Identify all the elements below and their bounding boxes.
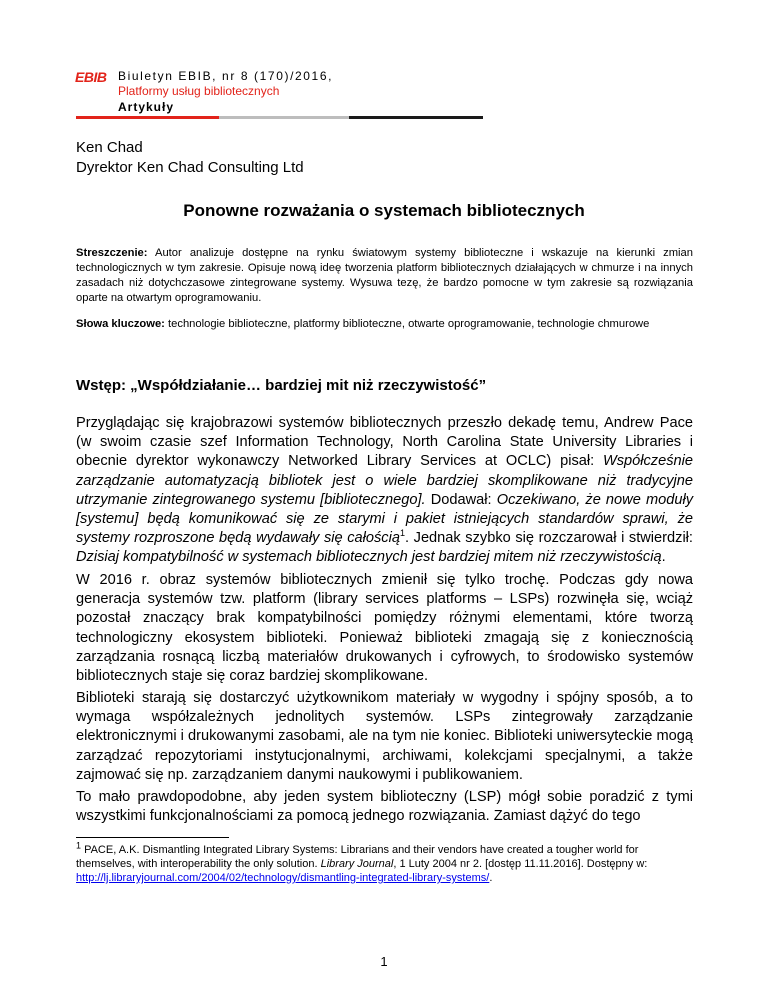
ebib-logo: EBIB	[75, 69, 107, 85]
journal-theme: Platformy usług bibliotecznych	[118, 84, 280, 98]
p1-quote-1: Współcześnie zarządzanie automatyzacją bibliotek jest o wiele bardziej skomplikowane niż tradycyjne utrzymanie zintegrowanego systemu [bibliotecznego].	[76, 453, 693, 508]
section-heading: Wstęp: „Współdziałanie… bardziej mit niż rzeczywistość”	[76, 377, 487, 394]
header-rule-red	[76, 116, 219, 119]
footnote-journal: Library Journal	[320, 858, 394, 870]
abstract-text: Autor analizuje dostępne na rynku światowym systemy biblioteczne i wskazuje na kierunki zmian technologicznych w tym zakresie. Opisuje nową ideę tworzenia platform bibliotecznych działających w chmurze i na innych zasadach niż dotychczasowe zintegrowane systemy. Wysuwa tezę, że bardzo pomocne w tym zakresie są rozwiązania oparte na otwartym oprogramowaniu.	[76, 247, 693, 304]
p1-text: Przyglądając się krajobrazowi systemów bibliotecznych przeszło dekadę temu, Andrew Pace (w swoim czasie szef Information Technology, North Carolina State University Libraries i obecnie dyrektor wykonawczy Networked Library Services at OCLC) pisał:	[76, 415, 693, 470]
header-rule-gray	[219, 116, 349, 119]
page-number: 1	[380, 954, 388, 969]
p1-text-2: Dodawał:	[425, 491, 497, 508]
keywords	[76, 317, 693, 332]
p1-quote-3: Dzisiaj kompatybilność w systemach bibliotecznych jest bardziej mitem niż rzeczywistością	[76, 549, 662, 566]
paragraph-1	[76, 414, 693, 568]
footnote-ref[interactable]: 1	[399, 528, 405, 539]
footnote-separator	[76, 837, 229, 838]
author-name: Ken Chad	[76, 139, 143, 156]
keywords-label: Słowa kluczowe:	[76, 318, 165, 330]
footnote-text-2: , 1 Luty 2004 nr 2. [dostęp 11.11.2016]. Dostępny w:	[393, 858, 648, 870]
p1-quote-2: Oczekiwano, że nowe moduły [systemu] będą komunikować się ze starymi i pakiet istniejących standardów sprawi, że systemy rozproszone będą wydawały się całością	[76, 491, 693, 547]
p1-text-4: .	[661, 549, 666, 566]
author-role: Dyrektor Ken Chad Consulting Ltd	[76, 159, 304, 176]
footnote-text: PACE, A.K. Dismantling Integrated Library Systems: Librarians and their vendors have created a tougher world for themselves, with interoperability the only solution.	[76, 844, 639, 870]
article-title: Ponowne rozważania o systemach bibliotecznych	[183, 201, 585, 220]
journal-issue: Biuletyn EBIB, nr 8 (170)/2016,	[118, 69, 334, 83]
journal-section: Artykuły	[118, 100, 175, 114]
abstract-label: Streszczenie:	[76, 247, 148, 259]
paragraph-3: Biblioteki starają się dostarczyć użytkownikom materiały w wygodny i spójny sposób, a to wymaga współzależnych jednolitych systemów. LSPs zintegrowały zarządzanie elektronicznymi i drukowanymi zasobami, ale na tym nie koniec. Biblioteki uniwersyteckie mogą zarządzać repozytoriami instytucjonalnymi, archiwami, kolekcjami specjalnymi, a także zajmować się np. zarządzaniem danymi naukowymi i publikowaniem.	[76, 690, 693, 783]
header-rule-black	[349, 116, 483, 119]
keywords-text: technologie biblioteczne, platformy biblioteczne, otwarte oprogramowanie, technologie chmurowe	[168, 318, 650, 330]
paragraph-4: To mało prawdopodobne, aby jeden system biblioteczny (LSP) mógł sobie poradzić z tymi wszystkimi funkcjonalnościami za pomocą jednego rozwiązania. Zamiast dążyć do tego	[76, 789, 693, 825]
footnote-number: 1	[76, 840, 82, 851]
author-block	[76, 138, 304, 178]
footnote	[76, 840, 693, 885]
footnote-link[interactable]: http://lj.libraryjournal.com/2004/02/technology/dismantling-integrated-library-systems/	[76, 872, 490, 884]
p1-text-3: . Jednak szybko się rozczarował i stwierdził:	[404, 530, 693, 547]
footnote-text-3: .	[489, 872, 493, 884]
paragraph-2: W 2016 r. obraz systemów bibliotecznych zmienił się tylko trochę. Podczas gdy nowa generacja systemów tzw. platform (library services platforms – LSPs) rozwinęła się, wciąż pozostał znaczący brak kompatybilności pomiędzy różnymi elementami, które tworzą technologiczny ekosystem biblioteki. Ponieważ biblioteki zmagają się z koniecznością zarządzania rosnącą liczbą materiałów drukowanych i cyfrowych, to środowisko systemów bibliotecznych staje się coraz bardziej skomplikowane.	[76, 572, 693, 685]
abstract	[76, 246, 693, 306]
